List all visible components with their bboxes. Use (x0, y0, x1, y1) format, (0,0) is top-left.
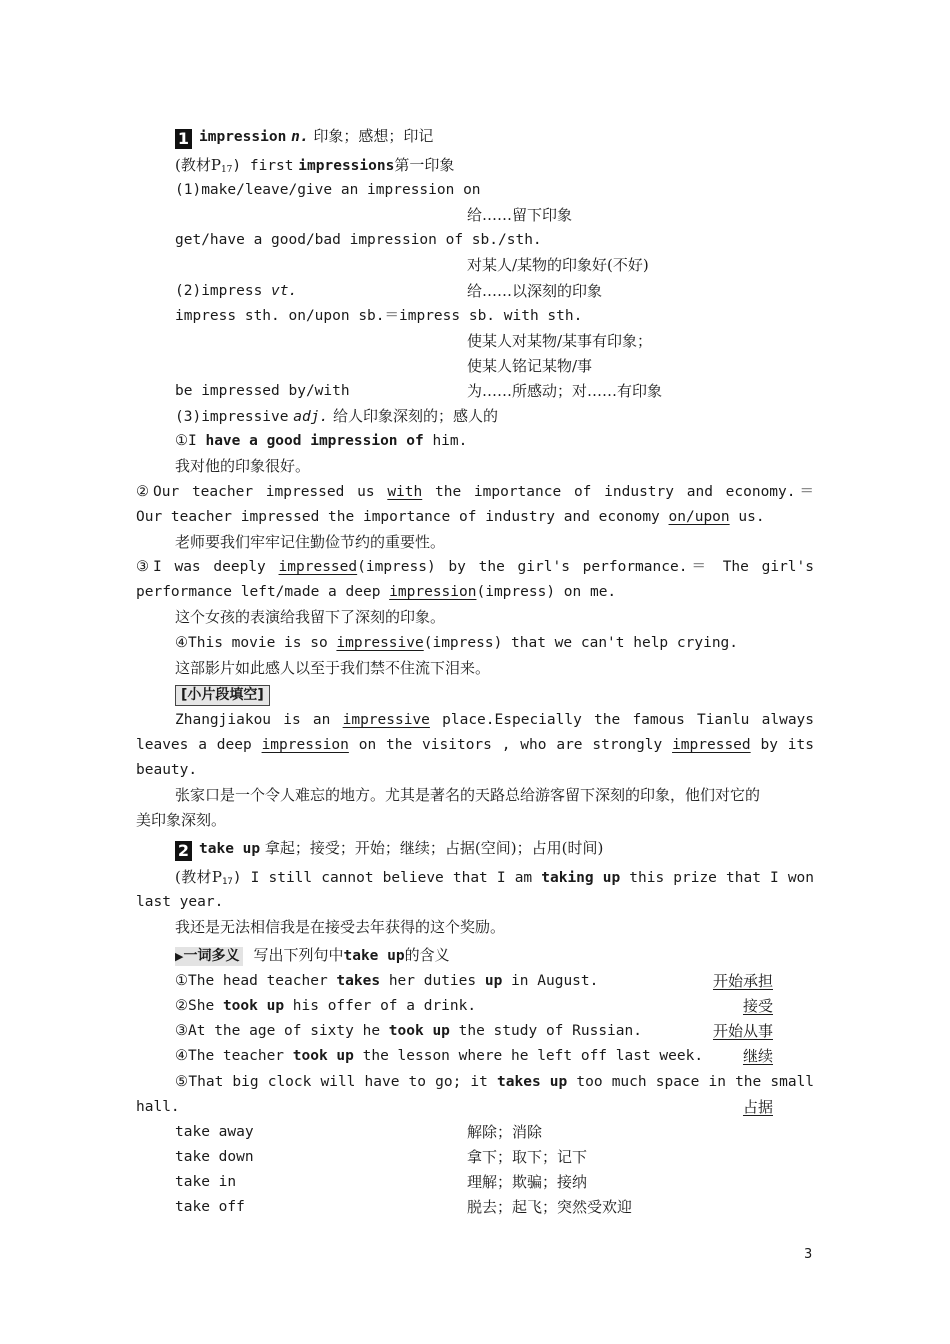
example-4 (175, 632, 738, 654)
phrase-meaning: 对某人/某物的印象好(不好) (467, 256, 649, 274)
phrase-meaning: 给……留下印象 (467, 206, 573, 224)
textbook-text: ) I still cannot believe that I am (232, 870, 533, 886)
section-1-heading (175, 125, 433, 149)
phrase-text: (3)impressive (175, 409, 289, 425)
paragraph-text: place.Especially the famous Tianlu always (442, 712, 815, 728)
textbook-bold: impressions (298, 158, 395, 174)
polysemy-tag-line (175, 944, 450, 967)
section-number-badge: 1 (175, 129, 192, 149)
phrase-take-off: take off (175, 1199, 245, 1215)
answer-blank: impressed (672, 737, 751, 753)
answer-blank: impressive (342, 712, 430, 728)
fill-in-tag-label: [小片段填空] (175, 685, 270, 706)
instruction-text: 的含义 (404, 946, 450, 964)
example-text: Our teacher impressed the importance of industry and economy (136, 509, 660, 525)
phrase-line: impress sth. on/upon sb.＝impress sb. with sth. (175, 308, 583, 324)
textbook-page-sub: 17 (222, 877, 233, 887)
paragraph-text: leaves a deep (136, 737, 252, 753)
answer-blank: on/upon (668, 509, 730, 525)
example-text: ①I (175, 433, 197, 449)
section-2-heading (175, 837, 603, 861)
answer-blank: impressed (278, 559, 358, 575)
polysemy-item-5-line-2: hall. (136, 1099, 180, 1115)
phrase-take-down: take down (175, 1149, 254, 1165)
phrase-pos: vt. (271, 283, 298, 299)
example-2-line-1 (136, 481, 814, 503)
paragraph-text: by its (760, 737, 814, 753)
phrase-meaning: 为……所感动；对……有印象 (467, 382, 663, 400)
phrase-meaning: 使某人铭记某物/事 (467, 357, 593, 375)
polysemy-answer-2: 接受 (742, 997, 773, 1015)
head-pos: n. (291, 129, 309, 145)
paragraph-translation-2: 美印象深刻。 (136, 811, 227, 829)
example-3-line-2 (136, 581, 616, 603)
paragraph-text: Zhangjiakou is an (175, 712, 331, 728)
paragraph-line-3: beauty. (136, 762, 198, 778)
phrase-line (175, 280, 297, 302)
item-bold: takes (336, 973, 381, 989)
example-4-translation: 这部影片如此感人以至于我们禁不住流下泪来。 (175, 659, 491, 677)
head-word: take up (199, 841, 261, 857)
item-text: ①The head teacher (175, 973, 328, 989)
textbook-suffix: ) first (232, 158, 294, 174)
phrase-line: get/have a good/bad impression of sb./sth. (175, 232, 542, 248)
head-meaning: 拿起；接受；开始；继续；占据(空间)；占用(时间) (264, 839, 604, 857)
instruction-text: 写出下列句中 (253, 946, 344, 964)
example-text: him. (432, 433, 468, 449)
polysemy-item-2 (175, 995, 476, 1017)
phrase-line: be impressed by/with (175, 383, 350, 399)
textbook-prefix: (教材P (175, 156, 221, 174)
textbook-quote (175, 154, 454, 181)
item-text: his offer of a drink. (292, 998, 477, 1014)
phrase-line: (1)make/leave/give an impression on (175, 182, 481, 198)
phrase-meaning: 使某人对某物/某事有印象； (467, 332, 653, 350)
textbook-bold: taking up (541, 870, 621, 886)
textbook-text: this prize that I won (629, 870, 815, 886)
item-bold: took up (222, 998, 285, 1014)
item-text: ④The teacher (175, 1048, 285, 1064)
polysemy-tag (175, 947, 243, 966)
example-2-translation: 老师要我们牢牢记住勤俭节约的重要性。 (175, 533, 446, 551)
item-bold: takes up (497, 1074, 568, 1090)
example-3-translation: 这个女孩的表演给我留下了深刻的印象。 (175, 608, 446, 626)
polysemy-answer-3: 开始从事 (712, 1022, 773, 1040)
example-text: (impress) on me. (476, 584, 617, 600)
answer-blank: impression (261, 737, 349, 753)
paragraph-text: on the visitors , who are strongly (358, 737, 663, 753)
example-text: (impress) by the girl's performance.＝ The girl's (357, 559, 814, 575)
phrase-meaning: 给人印象深刻的；感人的 (332, 407, 498, 425)
example-text: ④This movie is so (175, 635, 328, 651)
item-text: the lesson where he left off last week. (362, 1048, 704, 1064)
item-text: ⑤That big clock will have to go; it (175, 1074, 488, 1090)
phrase-take-down-meaning: 拿下；取下；记下 (467, 1148, 588, 1166)
head-meaning: 印象；感想；印记 (313, 127, 434, 145)
phrase-take-in-meaning: 理解；欺骗；接纳 (467, 1173, 588, 1191)
item-bold: took up (388, 1023, 450, 1039)
example-text: us. (738, 509, 765, 525)
phrase-take-off-meaning: 脱去；起飞；突然受欢迎 (467, 1198, 633, 1216)
instruction-bold: take up (343, 948, 405, 964)
example-1-translation: 我对他的印象很好。 (175, 457, 311, 475)
answer-blank: impression (389, 584, 477, 600)
polysemy-item-4 (175, 1045, 703, 1067)
phrase-take-in: take in (175, 1174, 237, 1190)
phrase-line (175, 405, 498, 428)
item-text: the study of Russian. (458, 1023, 642, 1039)
example-text: performance left/made a deep (136, 584, 381, 600)
example-2-line-2 (136, 506, 765, 528)
answer-blank: impressive (336, 635, 424, 651)
item-text: ③At the age of sixty he (175, 1023, 381, 1039)
polysemy-item-3 (175, 1020, 642, 1042)
polysemy-item-1 (175, 970, 598, 992)
example-text: ③I was deeply (136, 559, 266, 575)
page-number: 3 (804, 1247, 813, 1262)
polysemy-tag-label: 一词多义 (183, 948, 240, 964)
polysemy-answer-1: 开始承担 (712, 972, 773, 990)
section-number-badge: 2 (175, 841, 192, 861)
example-text: (impress) that we can't help crying. (423, 635, 739, 651)
example-3-line-1 (136, 556, 814, 578)
head-word: impression (199, 129, 287, 145)
paragraph-line-2 (136, 734, 814, 756)
example-bold: have a good impression of (205, 433, 424, 449)
phrase-take-away: take away (175, 1124, 254, 1140)
answer-blank: with (387, 484, 423, 500)
phrase-text: (2)impress (175, 283, 263, 299)
polysemy-item-5-line-1 (136, 1071, 814, 1093)
textbook-meaning: 第一印象 (394, 156, 455, 174)
item-text: in August. (511, 973, 599, 989)
textbook-quote-2-translation: 我还是无法相信我是在接受去年获得的这个奖励。 (175, 918, 506, 936)
example-text: ②Our teacher impressed us (136, 484, 375, 500)
paragraph-line-1 (136, 709, 814, 731)
textbook-quote-2-line-1 (136, 866, 814, 893)
arrow-icon: ▶ (175, 950, 184, 963)
polysemy-answer-5: 占据 (742, 1098, 773, 1116)
textbook-page-sub: 17 (220, 165, 233, 175)
polysemy-answer-4: 继续 (742, 1047, 773, 1065)
phrase-pos: adj. (293, 409, 329, 425)
item-bold: took up (292, 1048, 354, 1064)
fill-in-tag (175, 683, 270, 706)
item-text: her duties (388, 973, 477, 989)
example-text: the importance of industry and economy.＝ (434, 484, 815, 500)
textbook-prefix: (教材P (175, 868, 223, 886)
phrase-meaning: 给……以深刻的印象 (467, 282, 603, 300)
item-text: ②She (175, 998, 215, 1014)
paragraph-translation-1: 张家口是一个令人难忘的地方。尤其是著名的天路总给游客留下深刻的印象，他们对它的 (175, 786, 761, 804)
example-1 (175, 430, 467, 452)
item-bold: up (484, 973, 503, 989)
phrase-take-away-meaning: 解除；消除 (467, 1123, 543, 1141)
item-text: too much space in the small (576, 1074, 815, 1090)
textbook-quote-2-line-2: last year. (136, 894, 224, 910)
